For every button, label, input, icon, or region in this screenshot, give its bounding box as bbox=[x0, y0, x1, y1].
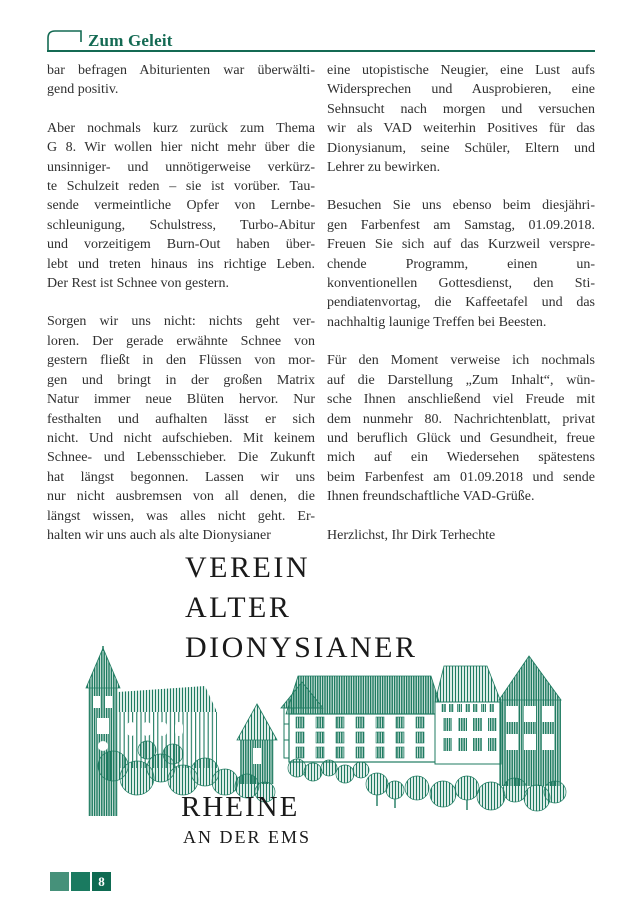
paragraph bbox=[47, 61, 315, 100]
text-line: eine utopistische Neugier, eine Lust aufs bbox=[327, 63, 595, 78]
text-line: schleunigung, Schulstress, Turbo-Abitur bbox=[47, 217, 315, 233]
logo-city: RHEINE bbox=[181, 791, 300, 823]
text-line: Ihnen freundschaftliche VAD-Grüße. bbox=[327, 489, 535, 505]
paragraph bbox=[327, 61, 595, 177]
text-line: nachhaltig launige Treffen bei Beesten. bbox=[327, 314, 547, 330]
text-line: sende vermeintliche Opfer von Lernbe- bbox=[47, 198, 315, 214]
footer-square-mid bbox=[71, 872, 90, 891]
header-tab-ornament-icon bbox=[47, 29, 83, 52]
text-line: G 8. Wir wollen hier nicht mehr über die bbox=[47, 140, 315, 156]
logo-line-2: ALTER bbox=[185, 591, 292, 624]
footer-square-light bbox=[50, 872, 69, 891]
text-line: Herzlichst, Ihr Dirk Terhechte bbox=[327, 527, 496, 543]
text-line: Der Rest ist Schnee von gestern. bbox=[47, 276, 229, 292]
paragraph bbox=[47, 119, 315, 294]
paragraph bbox=[327, 196, 595, 332]
text-line: konventionellen Gottesdienst, den Sti- bbox=[327, 276, 595, 292]
text-line: dem nunmehr 80. Nachrichtenblatt, privat bbox=[327, 411, 595, 427]
header-rule bbox=[47, 50, 595, 52]
text-line: gend positiv. bbox=[47, 82, 119, 98]
right-gable-house bbox=[499, 656, 561, 786]
paragraph bbox=[47, 312, 315, 545]
text-line: auf die Darstellung „Zum Inhalt“, wün- bbox=[327, 372, 595, 388]
page-title: Zum Geleit bbox=[88, 31, 173, 50]
page-number: 8 bbox=[92, 872, 111, 891]
text-line: beim Farbenfest am 01.09.2018 und sende bbox=[327, 469, 595, 485]
text-line: und vorzeitigem Burn-Out haben über- bbox=[47, 237, 315, 253]
text-line: Sehnsucht nach morgen und versuchen bbox=[327, 101, 595, 117]
long-building bbox=[286, 676, 443, 762]
text-line: loren. Der gerade erwähnte Schnee von bbox=[47, 333, 315, 349]
pyramid-tower bbox=[237, 704, 277, 784]
text-line: Für den Moment verweise ich nochmals bbox=[327, 353, 595, 369]
text-line: festhalten und aufhalten lässt er sich bbox=[47, 411, 315, 427]
text-line: Freuen Sie sich auf das Kurzweil verspre- bbox=[327, 237, 595, 253]
text-line: bar befragen Abiturienten war überwälti- bbox=[47, 63, 315, 78]
text-line: Aber nochmals kurz zurück zum Thema bbox=[47, 120, 315, 136]
text-line: unsinniger- und unnötigerweise verkürz- bbox=[47, 159, 315, 175]
text-line: hat längst begonnen. Lassen wir uns bbox=[47, 469, 315, 485]
text-line: Sorgen wir uns nicht: nichts geht ver- bbox=[47, 314, 315, 330]
mid-building bbox=[435, 666, 501, 764]
logo-subtitle: AN DER EMS bbox=[183, 827, 312, 847]
text-line: Lehrer zu bewirken. bbox=[327, 160, 441, 176]
text-line: gestern fließt in den Flüssen von mor- bbox=[47, 353, 315, 369]
text-line: gen Farbenfest am Samstag, 01.09.2018. bbox=[327, 217, 595, 233]
paragraph bbox=[327, 351, 595, 506]
text-line: nur nicht ausbremsen von all denen, die bbox=[47, 489, 315, 505]
text-line: wir als VAD weiterhin Positives für das bbox=[327, 121, 595, 137]
text-line: nicht. Und nicht aufschieben. Mit keinem bbox=[47, 430, 315, 446]
text-line: längst wissen, was alles nicht geht. Er- bbox=[47, 508, 315, 524]
paragraph bbox=[327, 526, 595, 545]
text-line: mich auf ein Wiedersehen spätestens bbox=[327, 450, 595, 466]
text-line: Widersprechen und Ausprobieren, eine bbox=[327, 82, 595, 98]
text-line: pendiatenvortag, die Kaffeetafel und das bbox=[327, 295, 595, 311]
text-line: chende Programm, einen un- bbox=[327, 256, 595, 272]
article-body bbox=[47, 61, 595, 545]
page-footer bbox=[50, 872, 111, 891]
text-line: te Schulzeit reden – sie ist vorüber. Tau- bbox=[47, 179, 315, 195]
town-illustration bbox=[55, 646, 585, 818]
text-line: sche Ihnen anschließend viel Freude mit bbox=[327, 392, 595, 408]
text-line: Natur immer neue Blüten hervor. Nur bbox=[47, 392, 315, 408]
text-line: Besuchen Sie uns ebenso beim diesjähri- bbox=[327, 198, 595, 214]
logo-line-3: DIONYSIANER bbox=[185, 631, 418, 664]
text-line: und beruflich Glück und Gesundheit, freue bbox=[327, 430, 595, 446]
text-line: lebt und treten hinaus ins richtige Leben. bbox=[47, 256, 315, 272]
text-line: Schnee- und Lebensschieber. Die Zukunft bbox=[47, 450, 315, 466]
text-line: gen und bringt in der großen Matrix bbox=[47, 372, 315, 388]
left-column bbox=[47, 61, 315, 545]
text-line: halten wir uns auch als alte Dionysianer bbox=[47, 527, 271, 543]
right-column bbox=[327, 61, 595, 545]
logo-line-1: VEREIN bbox=[185, 551, 310, 584]
text-line: Dionysianum, seine Schüler, Eltern und bbox=[327, 140, 595, 156]
